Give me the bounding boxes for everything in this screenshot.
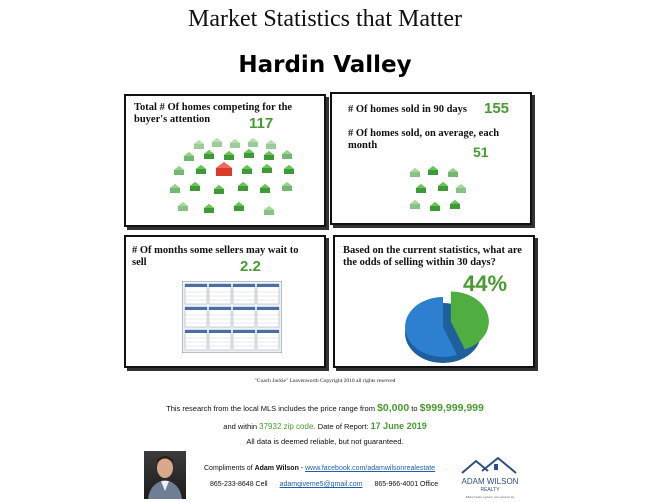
report-date: 17 June 2019 xyxy=(370,421,427,431)
footer-contacts xyxy=(210,481,438,488)
copyright-note: "Coach Jackie" Leavenworth Copyright 2010 all rights reserved xyxy=(254,378,396,384)
cell-phone: 865-233-8648 Cell xyxy=(210,481,268,488)
svg-text:REALTY: REALTY xyxy=(480,487,500,493)
area-subtitle: Hardin Valley xyxy=(238,52,412,78)
odds-value: 44% xyxy=(463,271,508,296)
email-link[interactable]: adamgiveme5@gmail.com xyxy=(279,481,363,488)
svg-text:ADAM WILSON: ADAM WILSON xyxy=(461,477,519,486)
sold-90-label: # Of homes sold in 90 days xyxy=(348,104,468,115)
agent-name: Adam Wilson xyxy=(254,465,299,472)
price-range-line xyxy=(0,402,650,414)
price-min: $0,000 xyxy=(377,402,410,414)
price-to: to xyxy=(409,404,420,413)
date-label: Date of Report: xyxy=(315,422,371,431)
zip-date-line xyxy=(0,421,650,431)
facebook-link[interactable]: www.facebook.com/adamwilsonrealestate xyxy=(305,465,436,472)
price-range-text: This research from the local MLS includes the price range from xyxy=(166,404,378,413)
sold-monthly-value: 51 xyxy=(473,144,489,160)
svg-text:Make home a place you want to: Make home a place you want to be xyxy=(465,495,515,499)
competing-value: 117 xyxy=(249,115,274,132)
months-value: 2.2 xyxy=(240,258,261,275)
compliments-text: Compliments of xyxy=(204,465,255,472)
calendar-icon xyxy=(182,281,282,353)
houses-icon xyxy=(408,162,468,218)
sold-monthly-label: # Of homes sold, on average, each month xyxy=(348,128,500,151)
office-phone: 865-966-4001 Office xyxy=(374,481,439,488)
realty-logo xyxy=(458,455,522,500)
odds-label: Based on the current statistics, what are the odds of selling within 30 days? xyxy=(343,245,522,268)
zip-prefix: and within xyxy=(223,422,260,431)
panel-selling-odds xyxy=(333,235,535,368)
panel-months-to-sell xyxy=(124,235,326,368)
agent-photo xyxy=(144,451,186,499)
panel-competing-homes xyxy=(124,94,326,227)
disclaimer: All data is deemed reliable, but not guaranteed. xyxy=(246,437,404,446)
footer-compliments xyxy=(204,465,435,472)
footer-dash: - xyxy=(298,465,306,472)
price-max: $999,999,999 xyxy=(419,402,484,414)
sold-90-value: 155 xyxy=(484,100,510,117)
competing-label: Total # Of homes competing for the buyer's attention xyxy=(134,102,293,125)
pie-chart-icon xyxy=(403,279,503,369)
zip-code: 37932 zip code. xyxy=(259,422,316,431)
panel-homes-sold xyxy=(330,92,532,225)
page-title: Market Statistics that Matter xyxy=(188,6,462,32)
months-label: # Of months some sellers may wait to sell xyxy=(132,245,299,268)
houses-icon xyxy=(164,138,304,223)
